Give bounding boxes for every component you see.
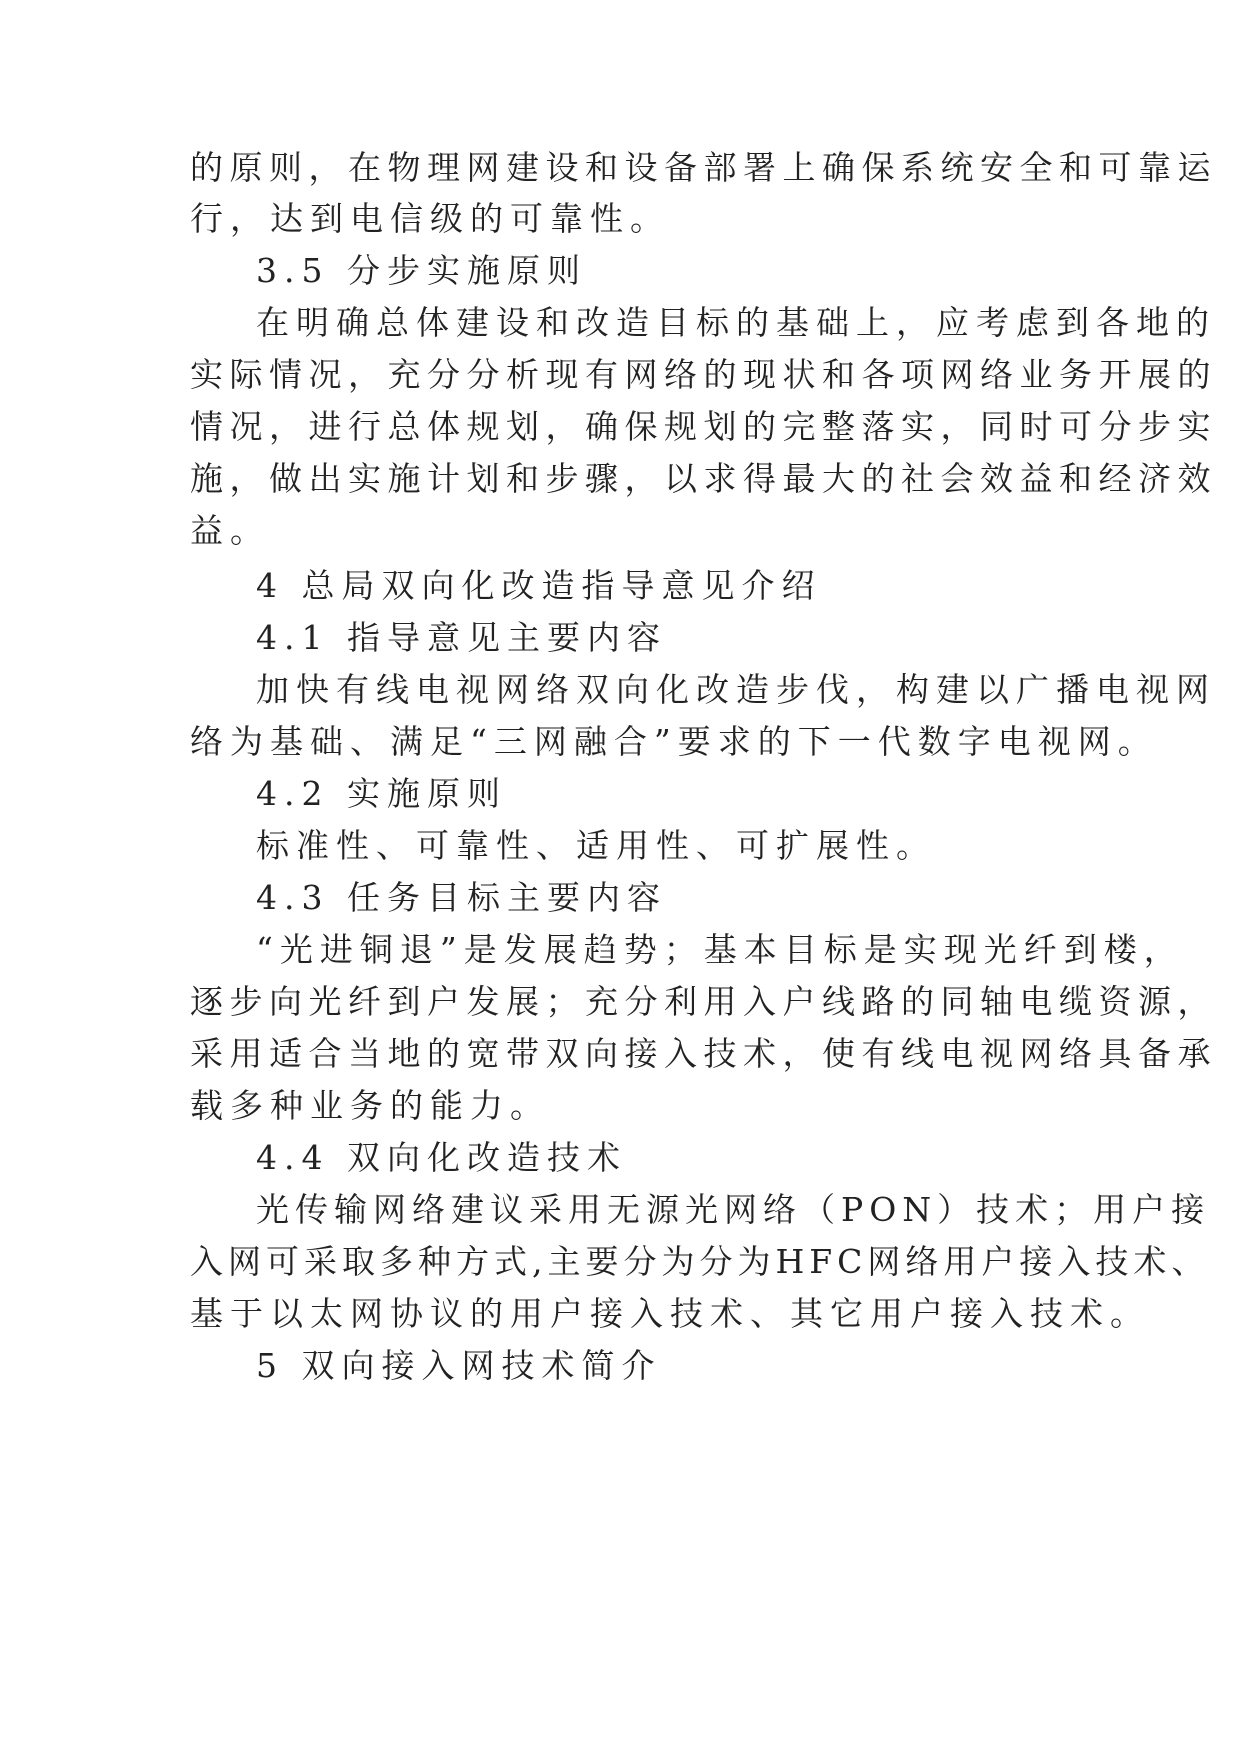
section-heading-4-1: 4.1 指导意见主要内容 <box>256 618 667 657</box>
body-text-line: 络为基础、满足“三网融合”要求的下一代数字电视网。 <box>190 722 1158 761</box>
body-text-line: 行，达到电信级的可靠性。 <box>190 199 670 238</box>
body-text-line: 采用适合当地的宽带双向接入技术，使有线电视网络具备承 <box>190 1034 1217 1073</box>
body-text-line: 情况，进行总体规划，确保规划的完整落实，同时可分步实 <box>190 407 1217 446</box>
body-text-line: “光进铜退”是发展趋势；基本目标是实现光纤到楼， <box>256 930 1184 969</box>
body-text-line: 逐步向光纤到户发展；充分利用入户线路的同轴电缆资源， <box>190 982 1217 1021</box>
body-text-line: 在明确总体建设和改造目标的基础上，应考虑到各地的 <box>256 303 1216 342</box>
section-heading-4: 4 总局双向化改造指导意见介绍 <box>256 566 822 605</box>
section-heading-5: 5 双向接入网技术简介 <box>256 1346 662 1385</box>
section-heading-3-5: 3.5 分步实施原则 <box>256 251 587 290</box>
body-text-line: 加快有线电视网络双向化改造步伐，构建以广播电视网 <box>256 670 1216 709</box>
body-text-line: 基于以太网协议的用户接入技术、其它用户接入技术。 <box>190 1294 1150 1333</box>
body-text-line: 施，做出实施计划和步骤，以求得最大的社会效益和经济效 <box>190 459 1217 498</box>
body-text-line: 的原则，在物理网建设和设备部署上确保系统安全和可靠运 <box>190 148 1217 187</box>
body-text-line: 光传输网络建议采用无源光网络（PON）技术；用户接 <box>256 1190 1211 1229</box>
body-text-line: 益。 <box>190 511 270 550</box>
body-text-line: 入网可采取多种方式,主要分为分为HFC网络用户接入技术、 <box>190 1242 1210 1281</box>
section-heading-4-3: 4.3 任务目标主要内容 <box>256 878 667 917</box>
section-heading-4-2: 4.2 实施原则 <box>256 774 507 813</box>
section-heading-4-4: 4.4 双向化改造技术 <box>256 1138 627 1177</box>
body-text-line: 载多种业务的能力。 <box>190 1086 550 1125</box>
body-text-line: 标准性、可靠性、适用性、可扩展性。 <box>256 826 936 865</box>
body-text-line: 实际情况，充分分析现有网络的现状和各项网络业务开展的 <box>190 355 1217 394</box>
